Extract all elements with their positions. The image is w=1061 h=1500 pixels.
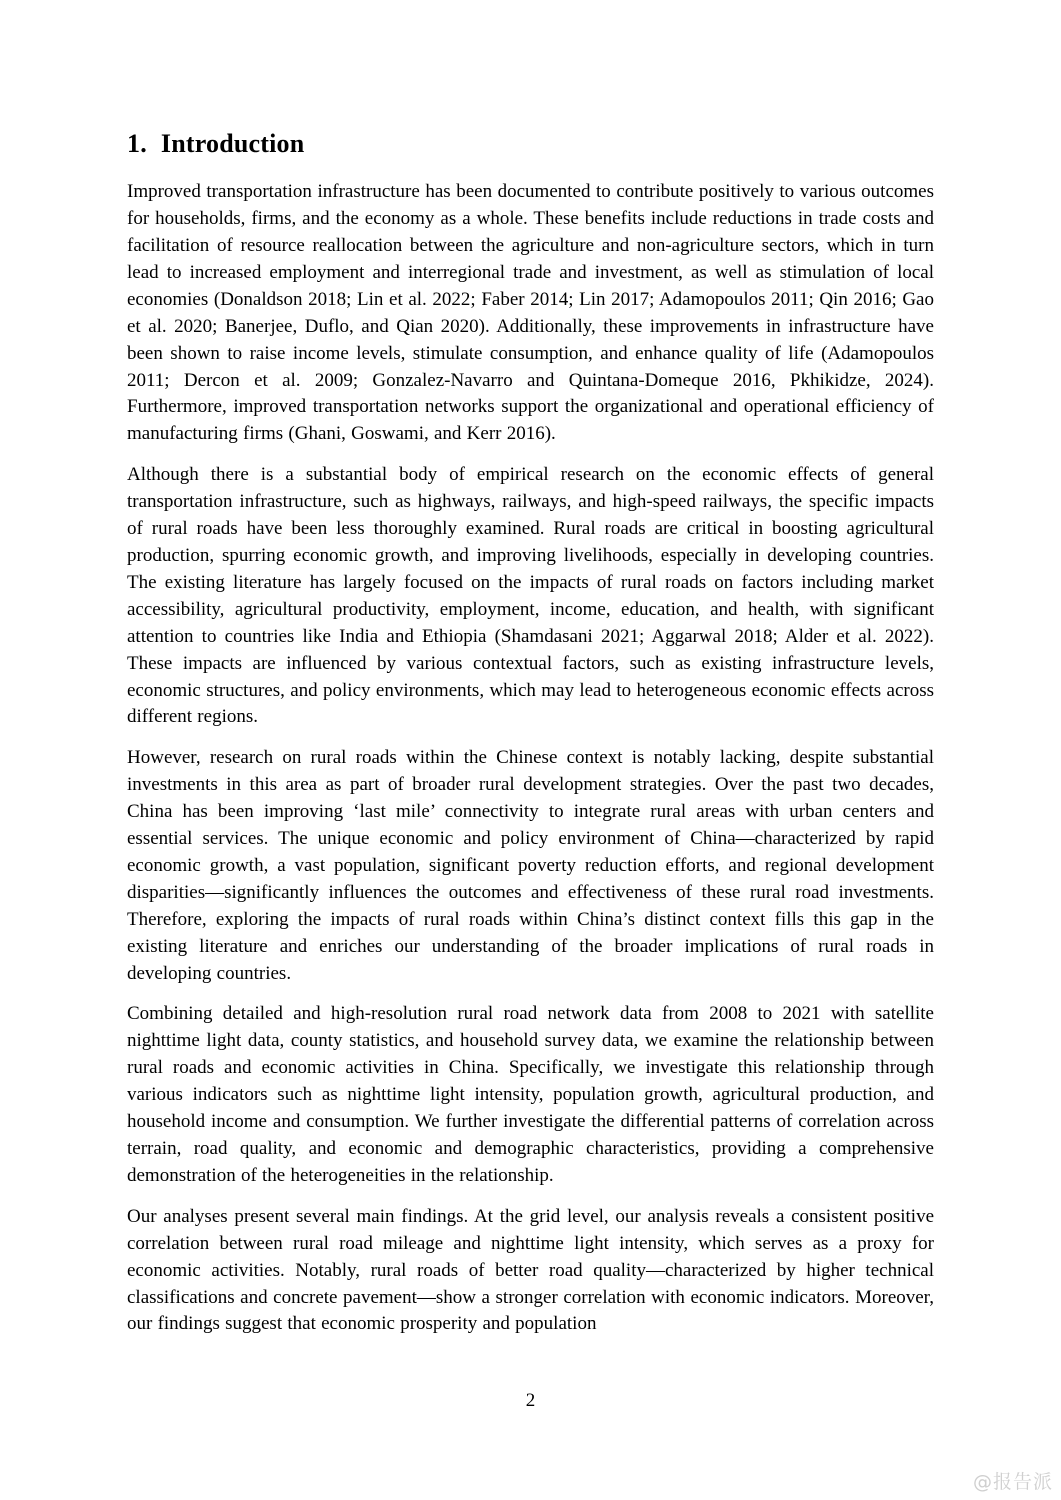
section-number: 1. bbox=[127, 129, 147, 158]
section-heading bbox=[127, 128, 934, 159]
paragraph-1: Improved transportation infrastructure has been documented to contribute positively to various outcomes for households, firms, and the economy as a whole. These benefits include reductions in trade costs and facilitation of resource reallocation between the agriculture and non-agriculture sectors, which in turn lead to increased employment and interregional trade and investment, as well as stimulation of local economies (Donaldson 2018; Lin et al. 2022; Faber 2014; Lin 2017; Adamopoulos 2011; Qin 2016; Gao et al. 2020; Banerjee, Duflo, and Qian 2020). Additionally, these improvements in infrastructure have been shown to raise income levels, stimulate consumption, and enhance quality of life (Adamopoulos 2011; Dercon et al. 2009; Gonzalez-Navarro and Quintana-Domeque 2016, Pkhikidze, 2024). Furthermore, improved transportation networks support the organizational and operational efficiency of manufacturing firms (Ghani, Goswami, and Kerr 2016). bbox=[127, 181, 934, 445]
paragraph-3: However, research on rural roads within the Chinese context is notably lacking, despite substantial investments in this area as part of broader rural development strategies. Over the past two decades, China has been improving ‘last mile’ connectivity to integrate rural areas with urban centers and essential services. The unique economic and policy environment of China—characterized by rapid economic growth, a vast population, significant poverty reduction efforts, and regional development disparities—significantly influences the outcomes and effectiveness of these rural road investments. Therefore, exploring the impacts of rural roads within China’s distinct context fills this gap in the existing literature and enriches our understanding of the broader implications of rural roads in developing countries. bbox=[127, 747, 934, 984]
page-content bbox=[127, 128, 934, 1352]
paragraph-4: Combining detailed and high-resolution rural road network data from 2008 to 2021 with satellite nighttime light data, county statistics, and household survey data, we examine the relationship between rural roads and economic activities in China. Specifically, we investigate this relationship through various indicators such as nighttime light intensity, population growth, agricultural production, and household income and consumption. We further investigate the differential patterns of correlation across terrain, road quality, and economic and demographic characteristics, providing a comprehensive demonstration of the heterogeneities in the relationship. bbox=[127, 1003, 934, 1186]
paragraph-5: Our analyses present several main findings. At the grid level, our analysis reveals a consistent positive correlation between rural road mileage and nighttime light intensity, which serves as a proxy for economic activities. Notably, rural roads of better road quality—characterized by higher technical classifications and concrete pavement—show a stronger correlation with economic indicators. Moreover, our findings suggest that economic prosperity and population bbox=[127, 1205, 934, 1335]
watermark: @报告派 bbox=[972, 1471, 1053, 1493]
section-title: Introduction bbox=[160, 129, 305, 158]
page-number: 2 bbox=[525, 1390, 536, 1411]
paragraph-2: Although there is a substantial body of empirical research on the economic effects of general transportation infrastructure, such as highways, railways, and high-speed railways, the specific impacts of rural roads have been less thoroughly examined. Rural roads are critical in boosting agricultural production, spurring economic growth, and improving livelihoods, especially in developing countries. The existing literature has largely focused on the impacts of rural roads on factors including market accessibility, agricultural productivity, employment, income, education, and health, with significant attention to countries like India and Ethiopia (Shamdasani 2021; Aggarwal 2018; Alder et al. 2022). These impacts are influenced by various contextual factors, such as existing infrastructure levels, economic structures, and policy environments, which may lead to heterogeneous economic effects across different regions. bbox=[127, 464, 934, 728]
